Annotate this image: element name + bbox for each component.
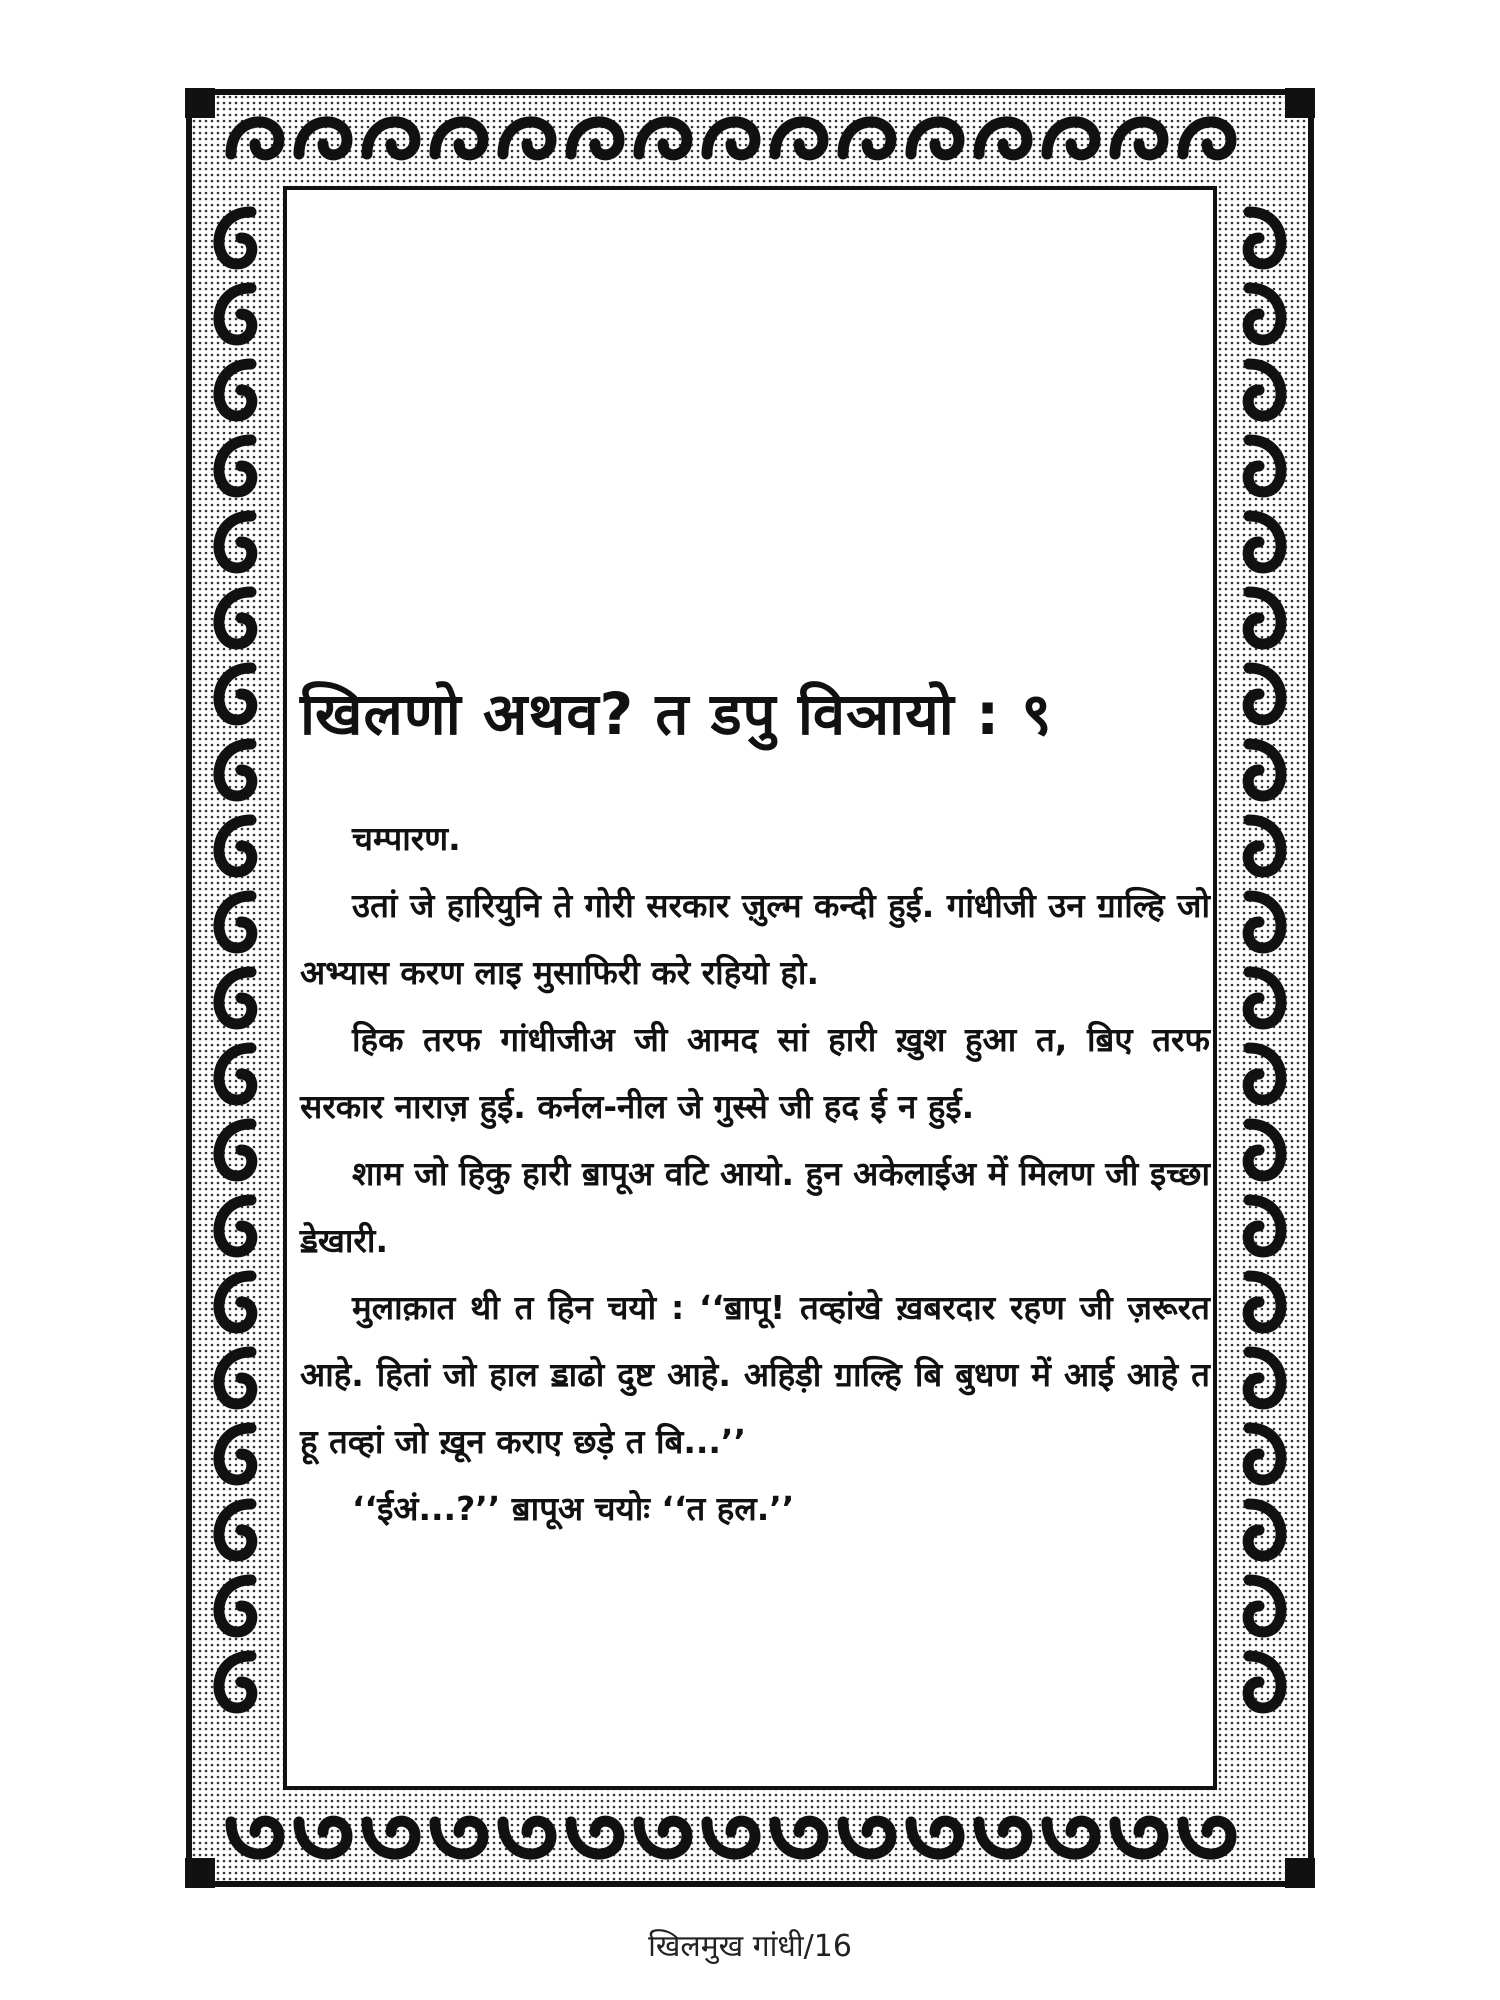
paragraph-farmers: उतां जे हारियुनि ते गोरी सरकार ज़ुल्म कन्दी हुई. गांधीजी उन ॻाल्हि जो अभ्यास करण लाइ मुसाफिरी करे रहियो हो.	[300, 885, 1210, 992]
paragraph-place: चम्पारण.	[352, 818, 461, 858]
page-footer: खिलमुख गांधी/16	[648, 1929, 852, 1964]
paragraph-warning: मुलाक़ात थी त हिन चयो : ‘‘ॿापू! तव्हांखे ख़बरदार रहण जी ज़रूरत आहे. हितां जो हाल ॾाढो दुष्ट आहे. अहिड़ी ॻाल्हि बि बुधण में आई आहे त हू तव्हां जो ख़ून कराए छड़े त बि...’’	[300, 1287, 1210, 1461]
paragraph-visit: शाम जो हिकु हारी ॿापूअ वटि आयो. हुन अकेलाईअ में मिलण जी इच्छा ॾेखारी.	[300, 1153, 1210, 1260]
paragraph-reaction: हिक तरफ गांधीजीअ जी आमद सां हारी ख़ुश हुआ त, ॿिए तरफ सरकार नाराज़ हुई. कर्नल-नील जे गुस्से जी हद ई न हुई.	[300, 1019, 1210, 1126]
paragraph-reply: ‘‘ईअं...?’’ ॿापूअ चयोः ‘‘त हल.’’	[352, 1488, 795, 1528]
page-content	[300, 680, 1210, 1542]
chapter-title: खिलणो अथव? त डपु विञायो : ९	[300, 680, 1053, 748]
